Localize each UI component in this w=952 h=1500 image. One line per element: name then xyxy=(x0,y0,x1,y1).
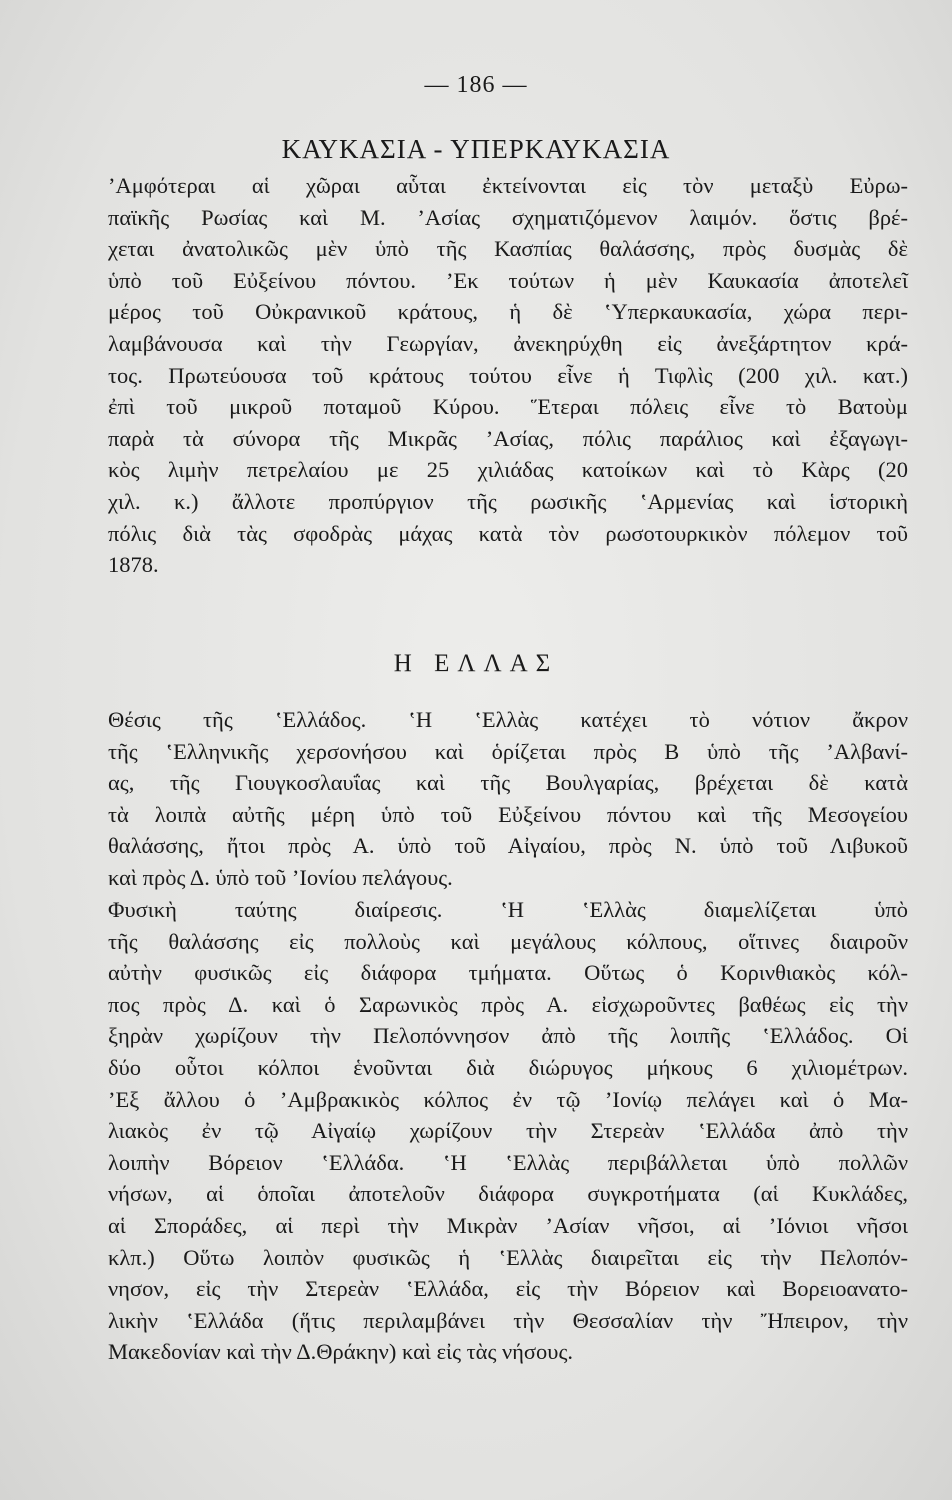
text-line: ’Αμφότεραι αἱ χῶραι αὗται ἐκτείνονται εἰς τὸν μεταξὺ Εὐρω- xyxy=(108,173,908,198)
text-line: ξηρὰν χωρίζουν τὴν Πελοπόννησον ἀπὸ τῆς λοιπῆς ‛Ελλάδος. Οἱ xyxy=(108,1023,908,1049)
text-line: παϊκῆς Ρωσίας καὶ Μ. ’Ασίας σχηματιζόμενον λαιμόν. ὅστις βρέ- xyxy=(108,204,908,230)
page-number: — 186 — xyxy=(424,72,528,98)
text-line: χεται ἀνατολικῶς μὲν ὑπὸ τῆς Κασπίας θαλάσσης, πρὸς δυσμὰς δὲ xyxy=(108,236,908,262)
text-line: λοιπὴν Βόρειον ‛Ελλάδα. ‛Η ‛Ελλὰς περιβάλλεται ὑπὸ πολλῶν xyxy=(108,1149,908,1175)
text-line: νήσων, αἱ ὁποῖαι ἀποτελοῦν διάφορα συγκροτήματα (αἱ Κυκλάδες, xyxy=(108,1181,908,1207)
text-line: πος πρὸς Δ. καὶ ὁ Σαρωνικὸς πρὸς Α. εἰσχωροῦντες βαθέως εἰς τὴν xyxy=(108,991,908,1017)
text-line: νησον, εἰς τὴν Στερεὰν ‛Ελλάδα, εἰς τὴν Βόρειον καὶ Βορειοανατο- xyxy=(108,1276,908,1302)
text-line: κὸς λιμὴν πετρελαίου με 25 χιλιάδας κατοίκων καὶ τὸ Κὰρς (20 xyxy=(108,457,908,483)
text-line: καὶ πρὸς Δ. ὑπὸ τοῦ ’Ιονίου πελάγους. xyxy=(108,864,453,890)
text-line: παρὰ τὰ σύνορα τῆς Μικρᾶς ’Ασίας, πόλις παράλιος καὶ ἐξαγωγι- xyxy=(108,425,908,451)
text-line: αἱ Σποράδες, αἱ περὶ τὴν Μικρὰν ’Ασίαν νῆσοι, αἱ ’Ιόνιοι νῆσοι xyxy=(108,1212,908,1238)
text-line: λιακὸς ἐν τῷ Αἰγαίῳ χωρίζουν τὴν Στερεὰν ‛Ελλάδα ἀπὸ τὴν xyxy=(108,1118,908,1144)
text-line: δύο οὗτοι κόλποι ἑνοῦνται διὰ διώρυγος μήκους 6 χιλιομέτρων. xyxy=(108,1054,908,1080)
section-title: Η ΕΛΛΑΣ xyxy=(393,650,559,677)
paragraph-position xyxy=(108,704,908,894)
text-line: αὐτὴν φυσικῶς εἰς διάφορα τμήματα. Οὕτως ὁ Κορινθιακὸς κόλ- xyxy=(108,960,908,986)
text-line: ὑπὸ τοῦ Εὐξείνου πόντου. ’Εκ τούτων ἡ μὲν Καυκασία ἀποτελεῖ xyxy=(108,267,908,293)
text-line: τος. Πρωτεύουσα τοῦ κράτους τούτου εἶνε ἡ Τιφλὶς (200 χιλ. κατ.) xyxy=(108,362,908,388)
text-line: πόλις διὰ τὰς σφοδρὰς μάχας κατὰ τὸν ρωσοτουρκικὸν πόλεμον τοῦ xyxy=(108,520,908,546)
text-line: Μακεδονίαν καὶ τὴν Δ.Θράκην) καὶ εἰς τὰς νήσους. xyxy=(108,1339,573,1365)
text-line: 1878. xyxy=(108,552,159,578)
text-line: τὰ λοιπὰ αὐτῆς μέρη ὑπὸ τοῦ Εὐξείνου πόντου καὶ τῆς Μεσογείου xyxy=(108,801,908,827)
text-line: Θέσις τῆς ‛Ελλάδος. ‛Η ‛Ελλὰς κατέχει τὸ νότιον ἄκρον xyxy=(108,707,908,732)
text-line: τῆς ‛Ελληνικῆς χερσονήσου καὶ ὁρίζεται πρὸς Β ὑπὸ τῆς ’Αλβανί- xyxy=(108,738,908,764)
paragraph-division xyxy=(108,894,908,1368)
text-line: Φυσικὴ ταύτης διαίρεσις. ‛Η ‛Ελλὰς διαμελίζεται ὑπὸ xyxy=(108,897,908,922)
chapter-title: ΚΑΥΚΑΣΙΑ - ΥΠΕΡΚΑΥΚΑΣΙΑ xyxy=(281,134,671,164)
text-line: ἐπὶ τοῦ μικροῦ ποταμοῦ Κύρου. Ἕτεραι πόλεις εἶνε τὸ Βατοὺμ xyxy=(108,394,908,420)
text-line: τῆς θαλάσσης εἰς πολλοὺς καὶ μεγάλους κόλπους, οἵτινες διαιροῦν xyxy=(108,928,908,954)
text-line: κλπ.) Οὕτω λοιπὸν φυσικῶς ἡ ‛Ελλὰς διαιρεῖται εἰς τὴν Πελοπόν- xyxy=(108,1244,908,1270)
paragraph-caucasus xyxy=(108,170,908,581)
text-line: ’Εξ ἄλλου ὁ ’Αμβρακικὸς κόλπος ἐν τῷ ’Ιονίῳ πελάγει καὶ ὁ Μα- xyxy=(108,1086,908,1112)
text-line: λικὴν ‛Ελλάδα (ἥτις περιλαμβάνει τὴν Θεσσαλίαν τὴν Ἤπειρον, τὴν xyxy=(108,1307,908,1333)
text-line: μέρος τοῦ Οὐκρανικοῦ κράτους, ἡ δὲ ‛Υπερκαυκασία, χώρα περι- xyxy=(108,299,908,325)
text-line: λαμβάνουσα καὶ τὴν Γεωργίαν, ἀνεκηρύχθη εἰς ἀνεξάρτητον κρά- xyxy=(108,330,908,356)
text-line: ας, τῆς Γιουγκοσλαυΐας καὶ τῆς Βουλγαρίας, βρέχεται δὲ κατὰ xyxy=(108,770,908,796)
text-line: θαλάσσης, ἤτοι πρὸς Α. ὑπὸ τοῦ Αἰγαίου, πρὸς Ν. ὑπὸ τοῦ Λιβυκοῦ xyxy=(108,833,908,859)
text-line: χιλ. κ.) ἄλλοτε προπύργιον τῆς ρωσικῆς ‛Αρμενίας καὶ ἱστορικὴ xyxy=(108,488,908,514)
